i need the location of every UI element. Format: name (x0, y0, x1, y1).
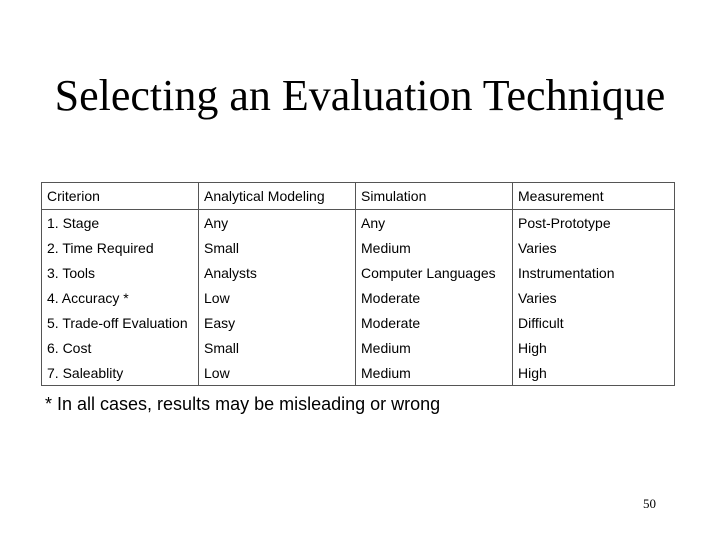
table-row (42, 210, 675, 236)
header-measurement: Measurement (513, 183, 675, 210)
criterion-cell: 2. Time Required (42, 235, 199, 260)
criterion-cell: 1. Stage (42, 210, 199, 236)
analytical-modeling-cell: Easy (199, 310, 356, 335)
simulation-cell: Medium (356, 360, 513, 386)
simulation-cell: Medium (356, 335, 513, 360)
table-row (42, 235, 675, 260)
header-simulation: Simulation (356, 183, 513, 210)
simulation-cell: Moderate (356, 285, 513, 310)
criterion-cell: 7. Saleablity (42, 360, 199, 386)
simulation-cell: Medium (356, 235, 513, 260)
footnote: * In all cases, results may be misleading or wrong (45, 394, 441, 414)
table-row (42, 260, 675, 285)
table-row (42, 310, 675, 335)
analytical-modeling-cell: Small (199, 235, 356, 260)
header-analytical-modeling: Analytical Modeling (199, 183, 356, 210)
evaluation-technique-table (41, 182, 675, 386)
analytical-modeling-cell: Low (199, 360, 356, 386)
criterion-cell: 5. Trade-off Evaluation (42, 310, 199, 335)
criterion-cell: 3. Tools (42, 260, 199, 285)
measurement-cell: High (513, 360, 675, 386)
header-criterion: Criterion (42, 183, 199, 210)
simulation-cell: Any (356, 210, 513, 236)
analytical-modeling-cell: Low (199, 285, 356, 310)
measurement-cell: Post-Prototype (513, 210, 675, 236)
measurement-cell: Instrumentation (513, 260, 675, 285)
measurement-cell: Varies (513, 285, 675, 310)
simulation-cell: Computer Languages (356, 260, 513, 285)
analytical-modeling-cell: Any (199, 210, 356, 236)
criterion-cell: 4. Accuracy * (42, 285, 199, 310)
measurement-cell: Varies (513, 235, 675, 260)
measurement-cell: High (513, 335, 675, 360)
page-number: 50 (643, 496, 656, 511)
table-row (42, 335, 675, 360)
measurement-cell: Difficult (513, 310, 675, 335)
table-row (42, 360, 675, 386)
criterion-cell: 6. Cost (42, 335, 199, 360)
analytical-modeling-cell: Analysts (199, 260, 356, 285)
simulation-cell: Moderate (356, 310, 513, 335)
slide-title: Selecting an Evaluation Technique (54, 71, 666, 120)
analytical-modeling-cell: Small (199, 335, 356, 360)
table-row (42, 285, 675, 310)
table-header-row (42, 183, 675, 210)
